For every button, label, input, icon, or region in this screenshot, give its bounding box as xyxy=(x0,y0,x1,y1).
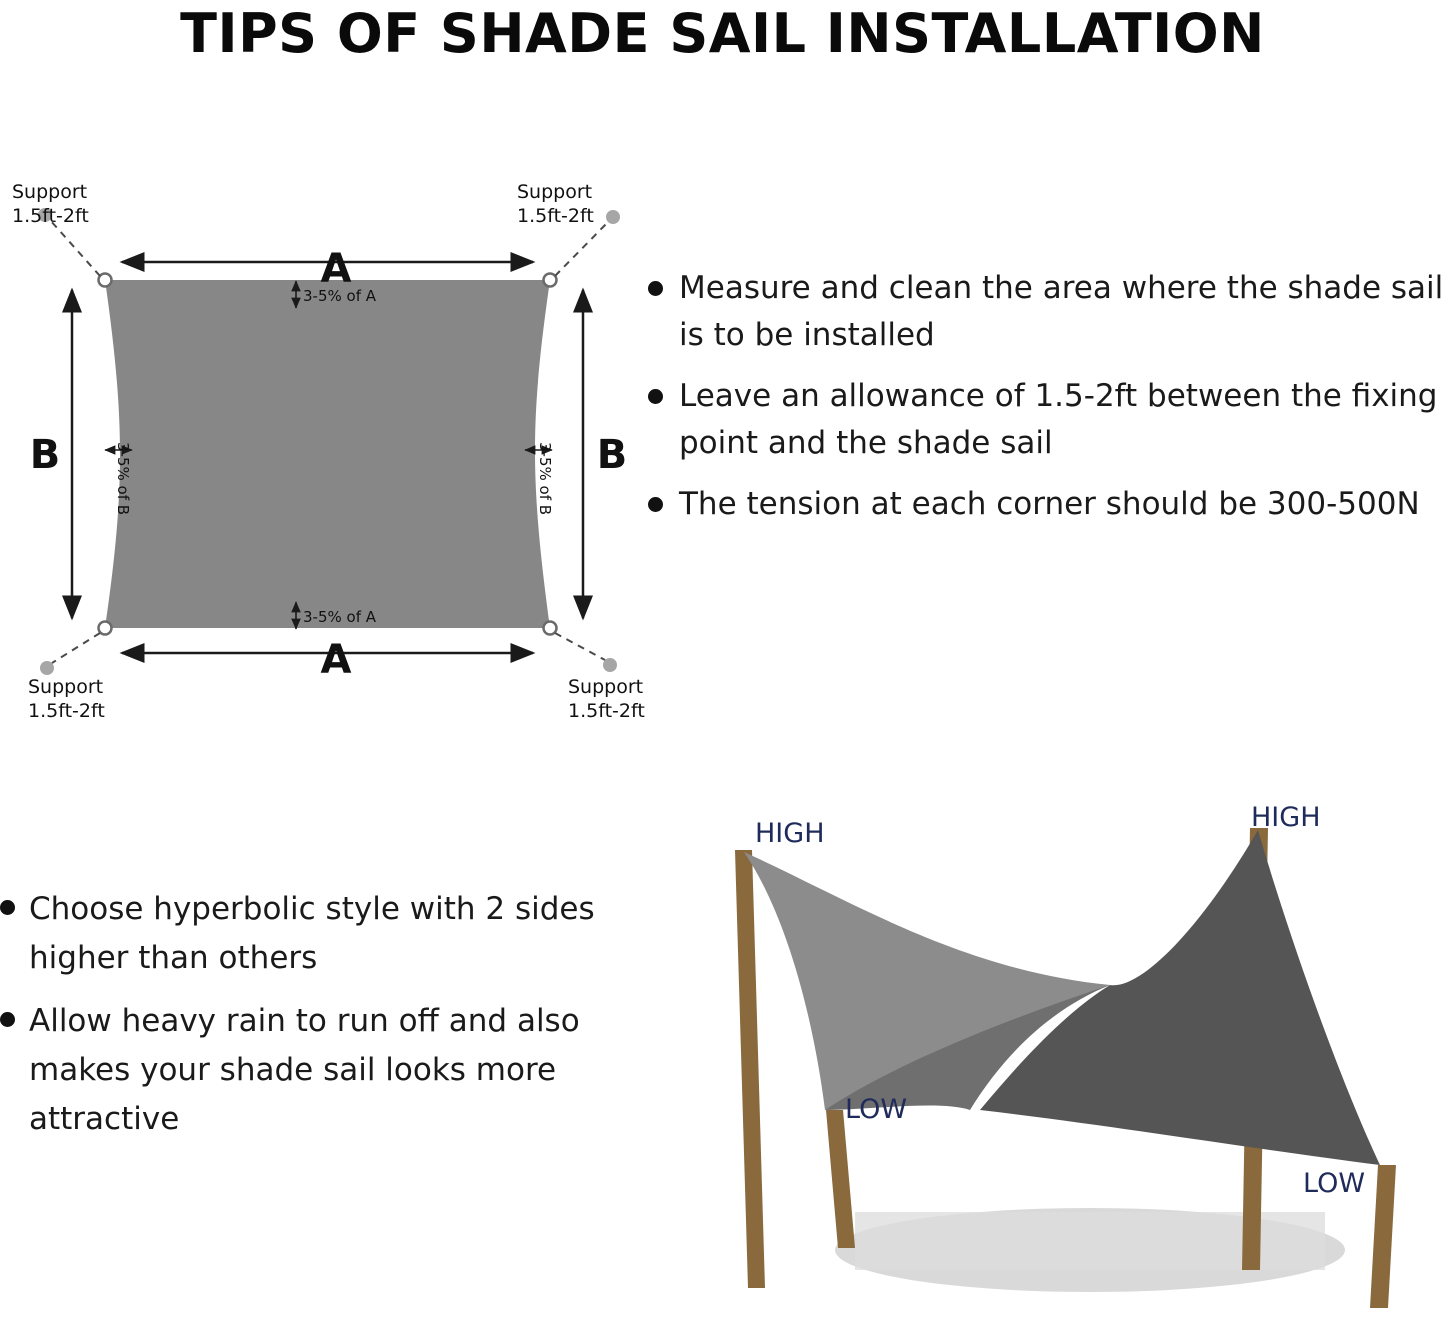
label-dim-right-b: B xyxy=(596,432,628,478)
list-item xyxy=(648,265,1445,359)
page-title: TIPS OF SHADE SAIL INSTALLATION xyxy=(180,2,1265,65)
list-item xyxy=(0,997,625,1144)
tie-line-bottom-right xyxy=(555,633,605,660)
rectangle-sail-diagram xyxy=(0,150,660,740)
tie-line-bottom-left xyxy=(52,633,100,663)
bullet-icon xyxy=(0,900,15,915)
label-support-top-left-line1: Support xyxy=(12,181,88,203)
bullet-icon xyxy=(648,497,663,512)
label-low-right: LOW xyxy=(1303,1168,1366,1199)
label-support-bottom-right-line2: 1.5ft-2ft xyxy=(568,700,645,722)
label-support-bottom-left-line2: 1.5ft-2ft xyxy=(28,700,105,722)
tie-line-top-right xyxy=(555,222,608,276)
list-item xyxy=(648,481,1445,528)
post-low-right xyxy=(1370,1165,1396,1308)
label-curve-top: 3-5% of A xyxy=(303,287,377,305)
corner-ring-bottom-right xyxy=(544,622,557,635)
label-support-top-left-line2: 1.5ft-2ft xyxy=(12,205,89,227)
post-low-left xyxy=(826,1110,855,1248)
tips-list-bottom xyxy=(0,885,625,1158)
hyperbolic-sail-diagram xyxy=(640,780,1445,1319)
label-dim-bottom-a: A xyxy=(320,637,352,683)
label-support-top-right-line1: Support xyxy=(517,181,593,203)
post-high-left xyxy=(735,850,765,1288)
label-support-bottom-left-line1: Support xyxy=(28,676,104,698)
label-low-left: LOW xyxy=(845,1094,908,1125)
sail-shape xyxy=(105,280,550,628)
label-dim-top-a: A xyxy=(320,246,352,292)
label-dim-left-b: B xyxy=(29,432,61,478)
label-high-right: HIGH xyxy=(1251,802,1321,833)
list-item xyxy=(0,885,625,983)
list-item xyxy=(648,373,1445,467)
label-curve-bottom: 3-5% of A xyxy=(303,608,377,626)
tip-text: Leave an allowance of 1.5-2ft between the fixing point and the shade sail xyxy=(679,378,1438,462)
bullet-icon xyxy=(0,1012,15,1027)
label-curve-left: 3-5% of B xyxy=(114,442,132,516)
tips-list-top xyxy=(648,265,1445,543)
tie-line-top-left xyxy=(50,220,100,276)
label-support-top-right-line2: 1.5ft-2ft xyxy=(517,205,594,227)
tip-text: The tension at each corner should be 300-500N xyxy=(679,486,1420,523)
bullet-icon xyxy=(648,389,663,404)
tip-text: Choose hyperbolic style with 2 sides higher than others xyxy=(29,891,595,976)
bullet-icon xyxy=(648,281,663,296)
label-high-left: HIGH xyxy=(755,818,825,849)
support-point-top-right xyxy=(606,210,620,224)
support-point-bottom-right xyxy=(603,658,617,672)
tip-text: Allow heavy rain to run off and also makes your shade sail looks more attractive xyxy=(29,1002,580,1137)
label-curve-right: 3-5% of B xyxy=(536,442,554,516)
support-point-bottom-left xyxy=(40,661,54,675)
corner-ring-bottom-left xyxy=(99,622,112,635)
tip-text: Measure and clean the area where the shade sail is to be installed xyxy=(679,270,1444,354)
label-support-bottom-right-line1: Support xyxy=(568,676,644,698)
